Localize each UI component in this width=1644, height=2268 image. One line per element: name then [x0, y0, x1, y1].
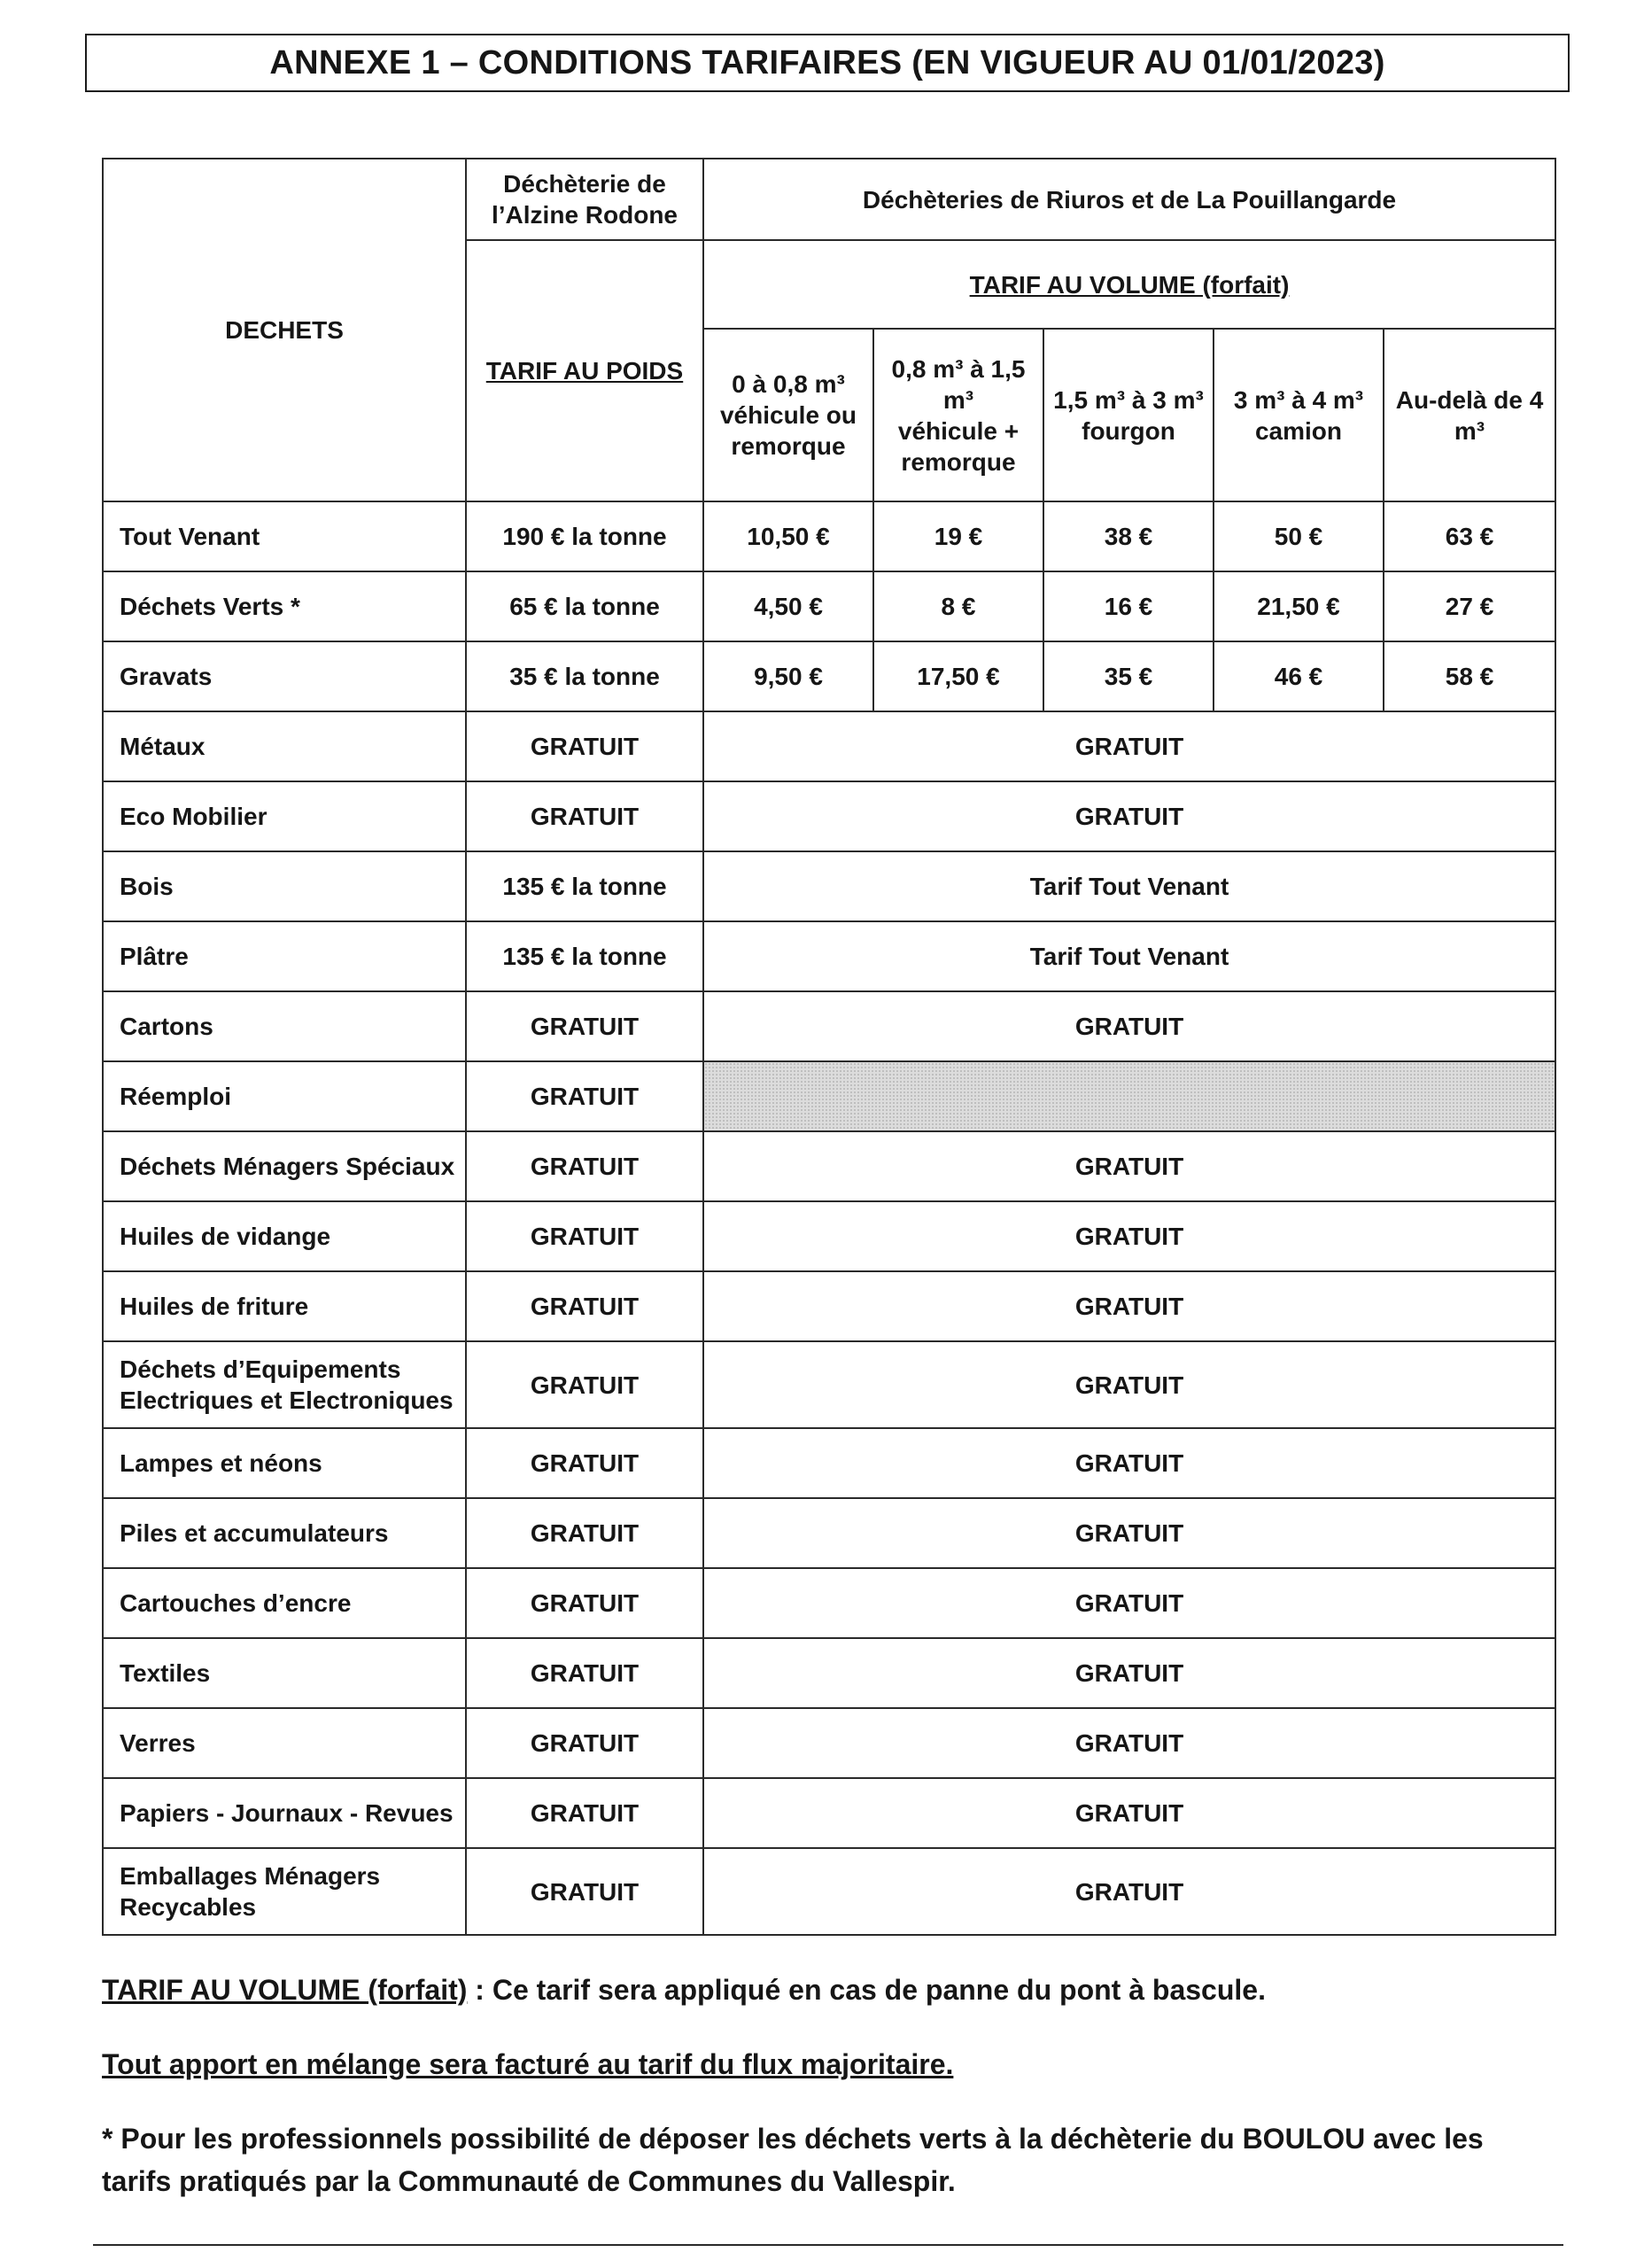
tarif-volume-value: GRATUIT	[703, 1498, 1555, 1568]
table-row	[103, 1341, 1555, 1428]
tarif-volume-value: 27 €	[1384, 571, 1555, 641]
waste-name: Cartons	[103, 991, 466, 1061]
tarif-volume-value: GRATUIT	[703, 1201, 1555, 1271]
dechets-header: DECHETS	[103, 159, 466, 501]
tarif-volume-value: 10,50 €	[703, 501, 873, 571]
tarif-volume-value: GRATUIT	[703, 1778, 1555, 1848]
tarif-poids-value: GRATUIT	[466, 1848, 703, 1935]
tarif-volume-value: 9,50 €	[703, 641, 873, 711]
tarif-volume-value: 21,50 €	[1214, 571, 1384, 641]
table-row	[103, 921, 1555, 991]
waste-name: Lampes et néons	[103, 1428, 466, 1498]
tarif-volume-value: GRATUIT	[703, 1568, 1555, 1638]
table-row	[103, 641, 1555, 711]
tarif-poids-value: 35 € la tonne	[466, 641, 703, 711]
tarif-poids-value: GRATUIT	[466, 1568, 703, 1638]
table-row	[103, 1061, 1555, 1131]
table-row	[103, 1568, 1555, 1638]
tarif-poids-value: GRATUIT	[466, 1061, 703, 1131]
tarif-volume-value: GRATUIT	[703, 1848, 1555, 1935]
table-row	[103, 501, 1555, 571]
shaded-cell	[703, 1061, 1555, 1131]
waste-name: Réemploi	[103, 1061, 466, 1131]
tarif-poids-value: GRATUIT	[466, 1131, 703, 1201]
riuros-header: Déchèteries de Riuros et de La Pouillangarde	[703, 159, 1555, 240]
waste-name: Huiles de vidange	[103, 1201, 466, 1271]
waste-name: Emballages Ménagers Recycables	[103, 1848, 466, 1935]
tarif-volume-value: 58 €	[1384, 641, 1555, 711]
waste-name: Piles et accumulateurs	[103, 1498, 466, 1568]
tarif-poids-value: 135 € la tonne	[466, 851, 703, 921]
tarif-volume-value: GRATUIT	[703, 1708, 1555, 1778]
tarif-volume-value: 63 €	[1384, 501, 1555, 571]
table-row	[103, 711, 1555, 781]
tarif-volume-value: 50 €	[1214, 501, 1384, 571]
waste-name: Bois	[103, 851, 466, 921]
table-row	[103, 1778, 1555, 1848]
table-row	[103, 571, 1555, 641]
tarif-poids-value: GRATUIT	[466, 991, 703, 1061]
table-row	[103, 781, 1555, 851]
tarif-volume-value: GRATUIT	[703, 1638, 1555, 1708]
waste-name: Déchets Ménagers Spéciaux	[103, 1131, 466, 1201]
tarif-poids-value: GRATUIT	[466, 1778, 703, 1848]
waste-name: Déchets Verts *	[103, 571, 466, 641]
tarif-poids-value: GRATUIT	[466, 1638, 703, 1708]
tarif-volume-value: 4,50 €	[703, 571, 873, 641]
volume-col-5: Au-delà de 4 m³	[1384, 329, 1555, 501]
tarif-poids-value: GRATUIT	[466, 711, 703, 781]
tarif-poids-value: GRATUIT	[466, 1498, 703, 1568]
tarif-volume-value: GRATUIT	[703, 1271, 1555, 1341]
tarif-volume-value: GRATUIT	[703, 1131, 1555, 1201]
waste-name: Métaux	[103, 711, 466, 781]
tarif-volume-value: 8 €	[873, 571, 1043, 641]
volume-col-4: 3 m³ à 4 m³ camion	[1214, 329, 1384, 501]
volume-col-3: 1,5 m³ à 3 m³ fourgon	[1043, 329, 1214, 501]
waste-name: Plâtre	[103, 921, 466, 991]
note-melange: Tout apport en mélange sera facturé au tarif du flux majoritaire.	[102, 2048, 954, 2080]
tarif-volume-value: GRATUIT	[703, 1428, 1555, 1498]
table-row	[103, 991, 1555, 1061]
tarif-volume-value: 35 €	[1043, 641, 1214, 711]
note-professionnels: * Pour les professionnels possibilité de déposer les déchets verts à la déchèterie du BOULOU avec les tarifs pratiqués par la Communauté de Communes du Vallespir.	[102, 2123, 1484, 2197]
alzine-header: Déchèterie de l’Alzine Rodone	[466, 159, 703, 240]
tarif-poids-header: TARIF AU POIDS	[466, 240, 703, 501]
waste-name: Gravats	[103, 641, 466, 711]
waste-name: Verres	[103, 1708, 466, 1778]
waste-name: Papiers - Journaux - Revues	[103, 1778, 466, 1848]
table-row	[103, 1271, 1555, 1341]
waste-name: Cartouches d’encre	[103, 1568, 466, 1638]
tarif-volume-value: Tarif Tout Venant	[703, 851, 1555, 921]
volume-col-1: 0 à 0,8 m³ véhicule ou remorque	[703, 329, 873, 501]
tarif-volume-header: TARIF AU VOLUME (forfait)	[703, 240, 1555, 329]
tarif-volume-value: 38 €	[1043, 501, 1214, 571]
tarif-poids-value: 65 € la tonne	[466, 571, 703, 641]
tarif-poids-value: GRATUIT	[466, 1341, 703, 1428]
tarif-poids-value: GRATUIT	[466, 1271, 703, 1341]
tarif-volume-value: 46 €	[1214, 641, 1384, 711]
page-title: ANNEXE 1 – CONDITIONS TARIFAIRES (EN VIGUEUR AU 01/01/2023)	[85, 34, 1570, 92]
footer-divider	[93, 2244, 1563, 2246]
tarif-poids-value: GRATUIT	[466, 1708, 703, 1778]
waste-name: Huiles de friture	[103, 1271, 466, 1341]
tarif-poids-value: 135 € la tonne	[466, 921, 703, 991]
tarif-volume-value: GRATUIT	[703, 991, 1555, 1061]
table-row	[103, 1131, 1555, 1201]
waste-name: Textiles	[103, 1638, 466, 1708]
tarif-volume-value: GRATUIT	[703, 711, 1555, 781]
table-row	[103, 1848, 1555, 1935]
table-row	[103, 1428, 1555, 1498]
tarif-volume-value: 19 €	[873, 501, 1043, 571]
waste-name: Eco Mobilier	[103, 781, 466, 851]
tarif-volume-value: 17,50 €	[873, 641, 1043, 711]
table-row	[103, 851, 1555, 921]
tarif-poids-value: 190 € la tonne	[466, 501, 703, 571]
tarif-poids-value: GRATUIT	[466, 781, 703, 851]
note-tarif-volume: TARIF AU VOLUME (forfait) : Ce tarif sera appliqué en cas de panne du pont à bascule.	[102, 1974, 1266, 2006]
tarif-volume-value: Tarif Tout Venant	[703, 921, 1555, 991]
tariff-table	[102, 158, 1556, 1936]
table-row	[103, 1638, 1555, 1708]
volume-col-2: 0,8 m³ à 1,5 m³ véhicule + remorque	[873, 329, 1043, 501]
tarif-volume-value: GRATUIT	[703, 781, 1555, 851]
waste-name: Déchets d’Equipements Electriques et Electroniques	[103, 1341, 466, 1428]
table-row	[103, 1201, 1555, 1271]
table-row	[103, 1498, 1555, 1568]
header-row-1	[103, 159, 1555, 240]
table-row	[103, 1708, 1555, 1778]
tarif-poids-value: GRATUIT	[466, 1428, 703, 1498]
tarif-volume-value: GRATUIT	[703, 1341, 1555, 1428]
waste-name: Tout Venant	[103, 501, 466, 571]
tarif-volume-value: 16 €	[1043, 571, 1214, 641]
tarif-poids-value: GRATUIT	[466, 1201, 703, 1271]
